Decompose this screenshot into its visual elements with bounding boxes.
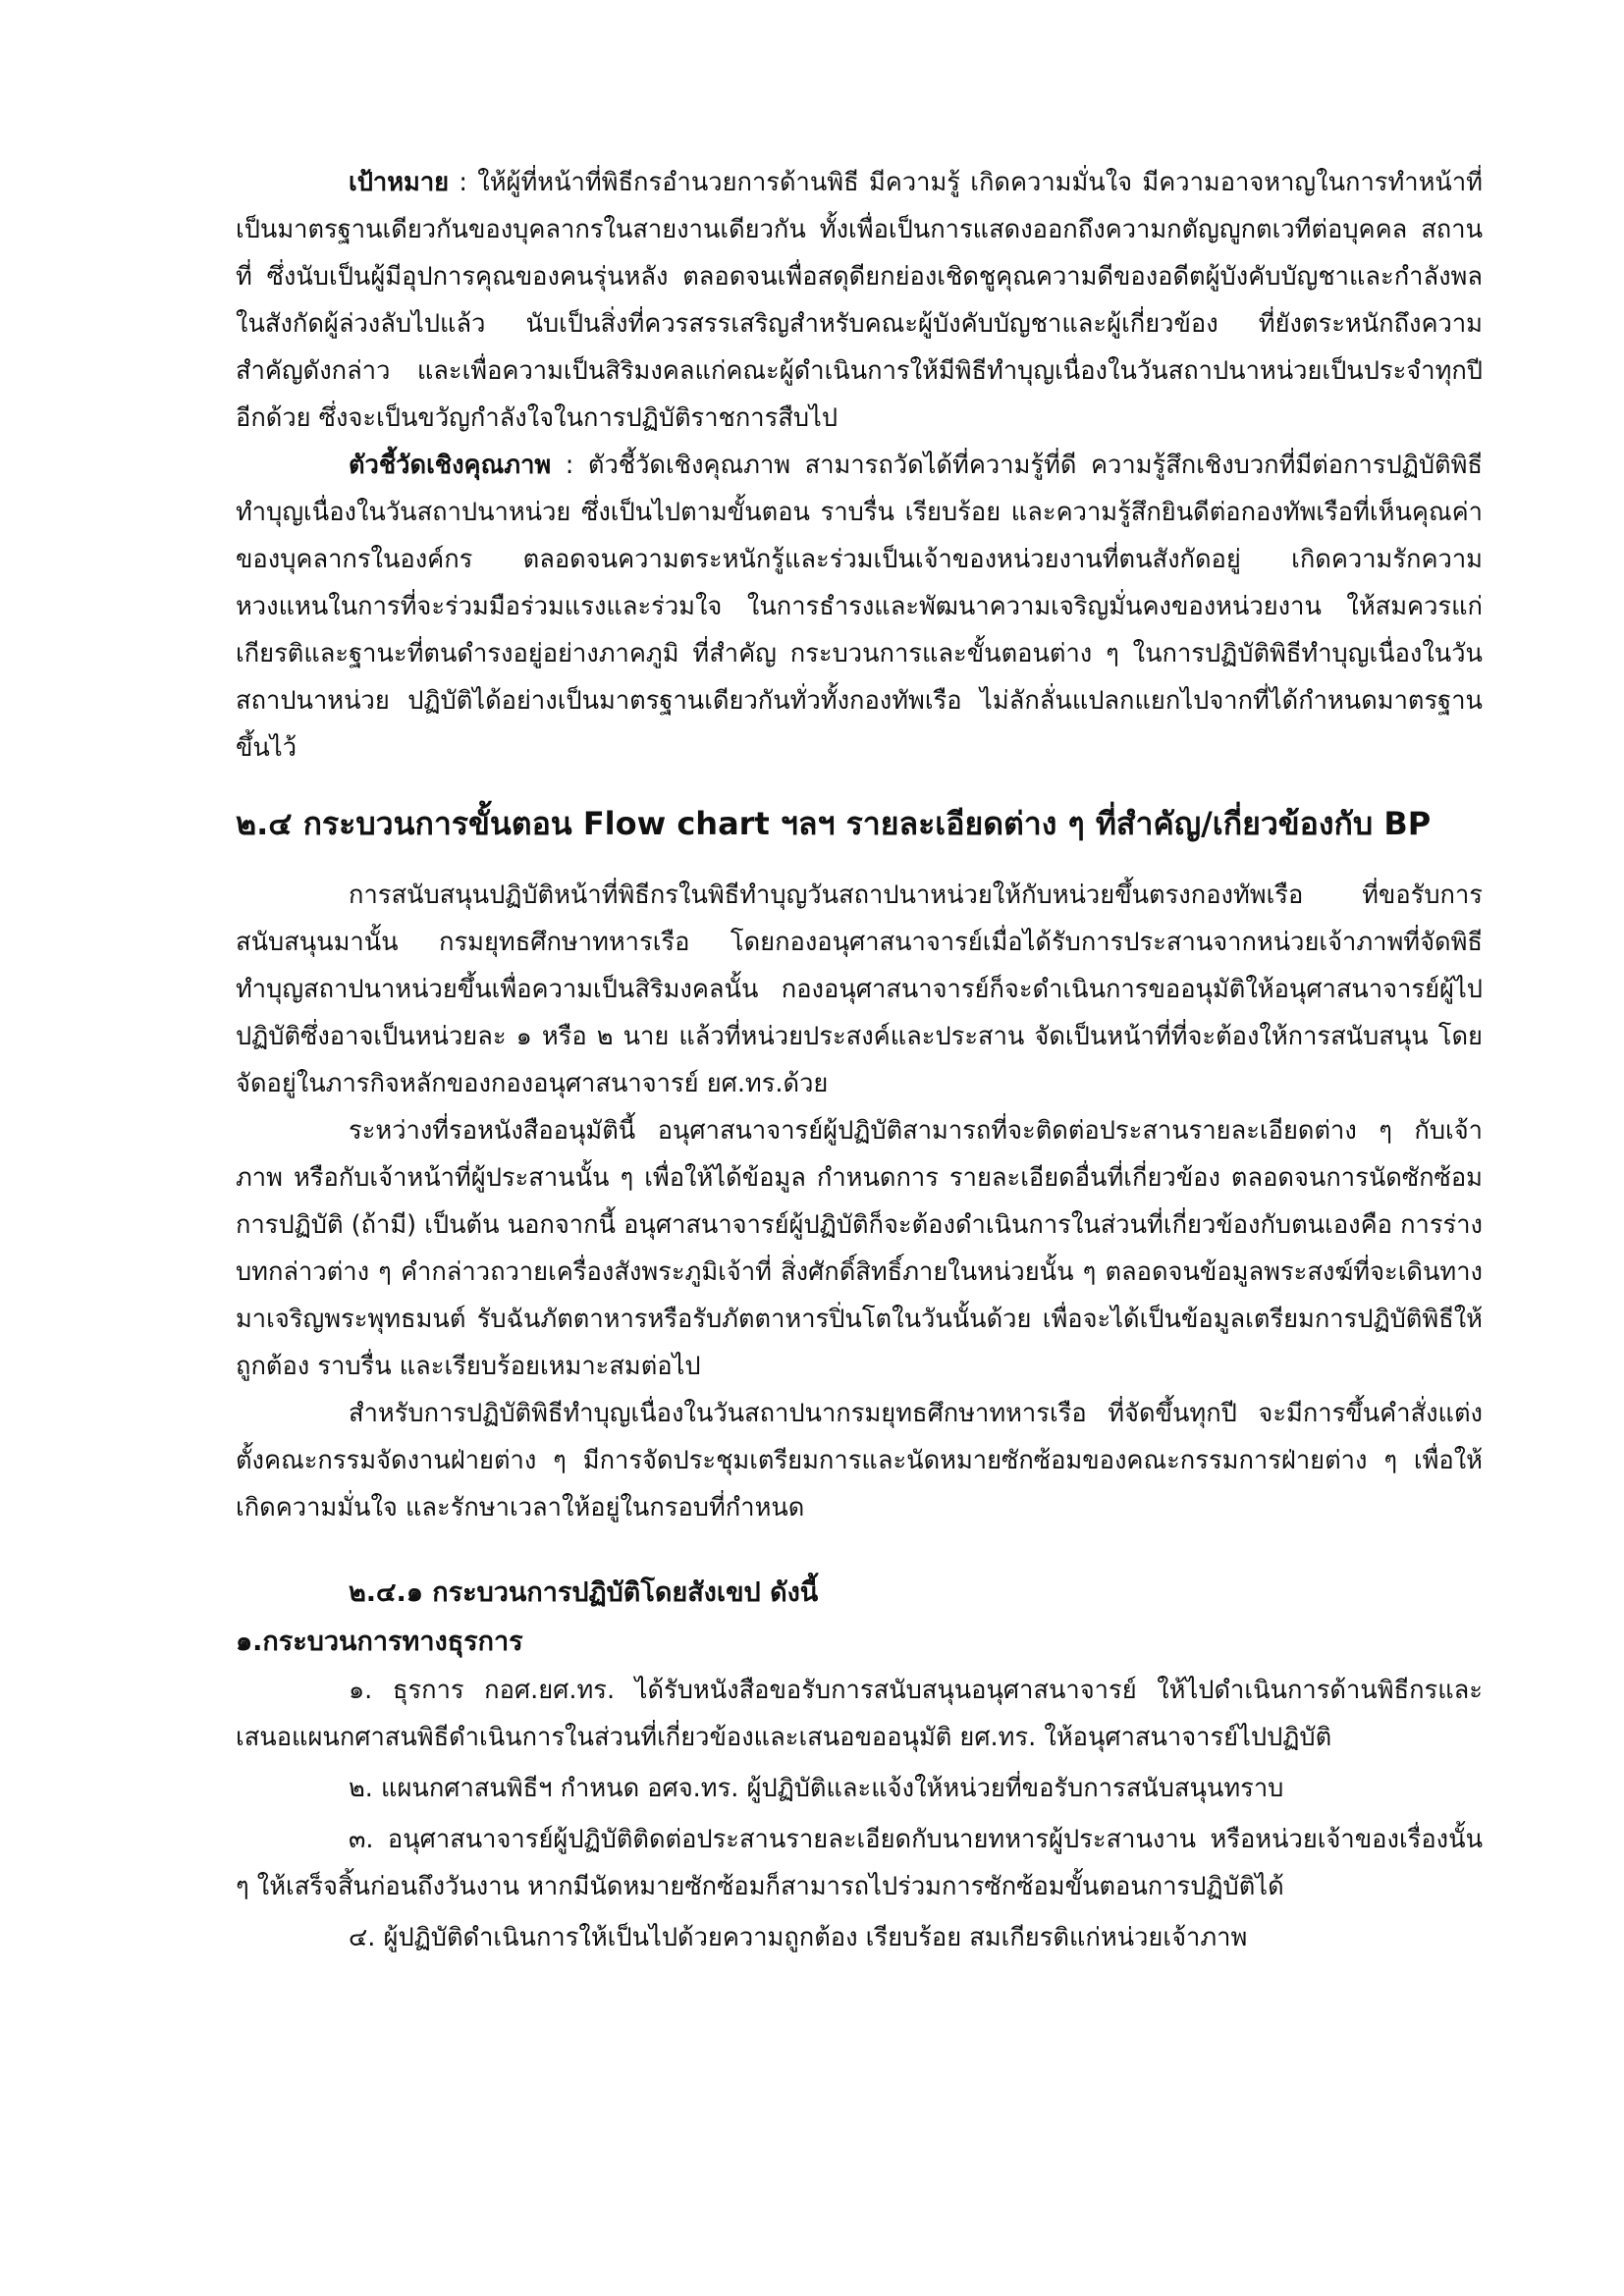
goal-text: : ให้ผู้ที่หน้าที่พิธีกรอำนวยการด้านพิธี มีความรู้ เกิดความมั่นใจ มีความอาจหาญในการทำหน้าที่ เป็นมาตรฐานเดียวกันของบุคลากรในสายงานเดียวกัน ทั้งเพื่อเป็นการแสดงออกถึงความกตัญญูกตเวทีต่อบุคคล สถานที่ ซึ่งนับเป็นผู้มีอุปการคุณของคนรุ่นหลัง ตลอดจนเพื่อสดุดียกย่องเชิดชูคุณความดีของอดีตผู้บังคับบัญชาและกำลังพลในสังกัดผู้ล่วงลับไปแล้ว นับเป็นสิ่งที่ควรสรรเสริญสำหรับคณะผู้บังคับบัญชาและผู้เกี่ยวข้อง ที่ยังตระหนักถึงความสำคัญดังกล่าว และเพื่อความเป็นสิริมงคลแก่คณะผู้ดำเนินการให้มีพิธีทำบุญเนื่องในวันสถาปนาหน่วยเป็นประจำทุกปีอีกด้วย ซึ่งจะเป็นขวัญกำลังใจในการปฏิบัติราชการสืบไป (236, 168, 1483, 433)
list-item: ๑. ธุรการ กอศ.ยศ.ทร. ได้รับหนังสือขอรับการสนับสนุนอนุศาสนาจารย์ ให้ไปดำเนินการด้านพิธีกรและเสนอแผนกศาสนพิธีดำเนินการในส่วนที่เกี่ยวข้องและเสนอขออนุมัติ ยศ.ทร. ให้อนุศาสนาจารย์ไปปฏิบัติ (236, 1676, 1483, 1752)
goal-label: เป้าหมาย (349, 168, 450, 197)
document-body (236, 159, 1483, 1961)
body-paragraph: ระหว่างที่รอหนังสืออนุมัตินี้ อนุศาสนาจารย์ผู้ปฏิบัติสามารถที่จะติดต่อประสานรายละเอียดต่าง ๆ กับเจ้าภาพ หรือกับเจ้าหน้าที่ผู้ประสานนั้น ๆ เพื่อให้ได้ข้อมูล กำหนดการ รายละเอียดอื่นที่เกี่ยวข้อง ตลอดจนการนัดซักซ้อมการปฏิบัติ (ถ้ามี) เป็นต้น นอกจากนี้ อนุศาสนาจารย์ผู้ปฏิบัติก็จะต้องดำเนินการในส่วนที่เกี่ยวข้องกับตนเองคือ การร่างบทกล่าวต่าง ๆ คำกล่าวถวายเครื่องสังพระภูมิเจ้าที่ สิ่งศักดิ์สิทธิ์ภายในหน่วยนั้น ๆ ตลอดจนข้อมูลพระสงฆ์ที่จะเดินทางมาเจริญพระพุทธมนต์ รับฉันภัตตาหารหรือรับภัตตาหารปิ่นโตในวันนั้นด้วย เพื่อจะได้เป็นข้อมูลเตรียมการปฏิบัติพิธีให้ถูกต้อง ราบรื่น และเรียบร้อยเหมาะสมต่อไป (236, 1116, 1483, 1381)
subsection-heading: ๒.๔.๑ กระบวนการปฏิบัติโดยสังเขป ดังนี้ (349, 1577, 819, 1608)
steps-list (236, 1667, 1483, 1961)
list-item: ๔. ผู้ปฏิบัติดำเนินการให้เป็นไปด้วยความถูกต้อง เรียบร้อย สมเกียรติแก่หน่วยเจ้าภาพ (349, 1923, 1248, 1952)
goal-paragraph (236, 159, 1483, 442)
process-heading: ๑.กระบวนการทางธุรการ (236, 1627, 523, 1657)
list-item: ๒. แผนกศาสนพิธีฯ กำหนด อศจ.ทร. ผู้ปฏิบัติและแจ้งให้หน่วยที่ขอรับการสนับสนุนทราบ (349, 1774, 1284, 1803)
indicator-paragraph (236, 442, 1483, 772)
body-paragraph: การสนับสนุนปฏิบัติหน้าที่พิธีกรในพิธีทำบุญวันสถาปนาหน่วยให้กับหน่วยขึ้นตรงกองทัพเรือ ที่ขอรับการสนับสนุนมานั้น กรมยุทธศึกษาทหารเรือ โดยกองอนุศาสนาจารย์เมื่อได้รับการประสานจากหน่วยเจ้าภาพที่จัดพิธีทำบุญสถาปนาหน่วยขึ้นเพื่อความเป็นสิริมงคลนั้น กองอนุศาสนาจารย์ก็จะดำเนินการขออนุมัติให้อนุศาสนาจารย์ผู้ไปปฏิบัติซึ่งอาจเป็นหน่วยละ ๑ หรือ ๒ นาย แล้วที่หน่วยประสงค์และประสาน จัดเป็นหน้าที่ที่จะต้องให้การสนับสนุน โดยจัดอยู่ในภารกิจหลักของกองอนุศาสนาจารย์ ยศ.ทร.ด้วย (236, 881, 1483, 1098)
section-heading: ๒.๔ กระบวนการขั้นตอน Flow chart ฯลฯ รายละเอียดต่าง ๆ ที่สำคัญ/เกี่ยวข้องกับ BP (236, 805, 1432, 842)
body-paragraph: สำหรับการปฏิบัติพิธีทำบุญเนื่องในวันสถาปนากรมยุทธศึกษาทหารเรือ ที่จัดขึ้นทุกปี จะมีการขึ้นคำสั่งแต่งตั้งคณะกรรมจัดงานฝ่ายต่าง ๆ มีการจัดประชุมเตรียมการและนัดหมายซักซ้อมของคณะกรรมการฝ่ายต่าง ๆ เพื่อให้เกิดความมั่นใจ และรักษาเวลาให้อยู่ในกรอบที่กำหนด (236, 1399, 1483, 1522)
list-item: ๓. อนุศาสนาจารย์ผู้ปฏิบัติติดต่อประสานรายละเอียดกับนายทหารผู้ประสานงาน หรือหน่วยเจ้าของเรื่องนั้น ๆ ให้เสร็จสิ้นก่อนถึงวันงาน หากมีนัดหมายซักซ้อมก็สามารถไปร่วมการซักซ้อมขั้นตอนการปฏิบัติได้ (236, 1825, 1483, 1901)
indicator-label: ตัวชี้วัดเชิงคุณภาพ (349, 451, 552, 480)
indicator-text: : ตัวชี้วัดเชิงคุณภาพ สามารถวัดได้ที่ความรู้ที่ดี ความรู้สึกเชิงบวกที่มีต่อการปฏิบัติพิธีทำบุญเนื่องในวันสถาปนาหน่วย ซึ่งเป็นไปตามขั้นตอน ราบรื่น เรียบร้อย และความรู้สึกยินดีต่อกองทัพเรือที่เห็นคุณค่าของบุคลากรในองค์กร ตลอดจนความตระหนักรู้และร่วมเป็นเจ้าของหน่วยงานที่ตนสังกัดอยู่ เกิดความรักความหวงแหนในการที่จะร่วมมือร่วมแรงและร่วมใจ ในการธำรงและพัฒนาความเจริญมั่นคงของหน่วยงาน ให้สมควรแก่เกียรติและฐานะที่ตนดำรงอยู่อย่างภาคภูมิ ที่สำคัญ กระบวนการและขั้นตอนต่าง ๆ ในการปฏิบัติพิธีทำบุญเนื่องในวันสถาปนาหน่วย ปฏิบัติได้อย่างเป็นมาตรฐานเดียวกันทั่วทั้งกองทัพเรือ ไม่ลักลั่นแปลกแยกไปจากที่ได้กำหนดมาตรฐานขึ้นไว้ (236, 451, 1483, 763)
